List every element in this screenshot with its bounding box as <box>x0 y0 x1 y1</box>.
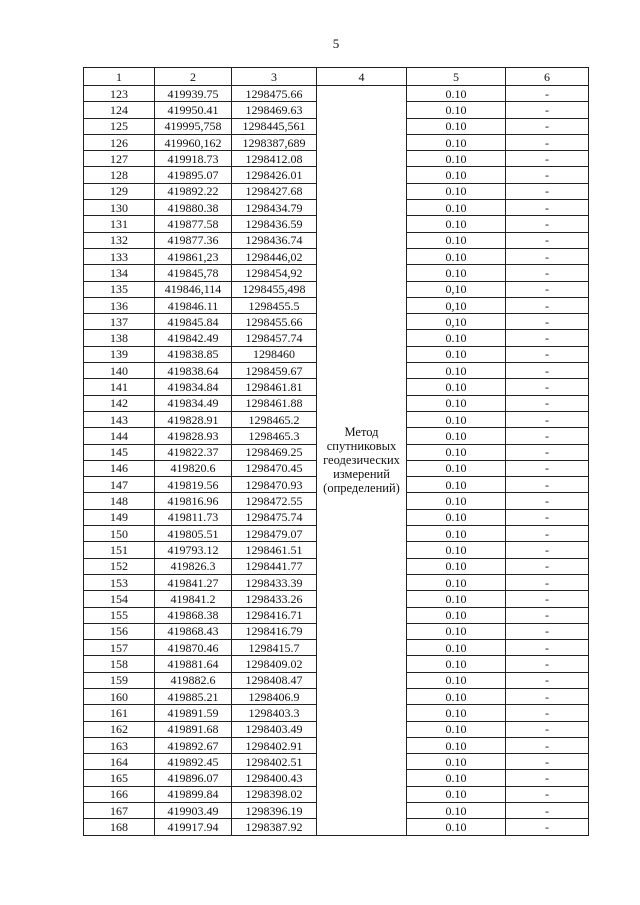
point-number-cell: 142 <box>84 395 155 411</box>
y-coordinate-cell: 1298387.92 <box>232 819 317 835</box>
note-cell: - <box>506 216 589 232</box>
point-number-cell: 155 <box>84 607 155 623</box>
x-coordinate-cell: 419885.21 <box>155 688 232 704</box>
y-coordinate-cell: 1298416.79 <box>232 623 317 639</box>
point-number-cell: 144 <box>84 428 155 444</box>
x-coordinate-cell: 419899.84 <box>155 786 232 802</box>
point-number-cell: 165 <box>84 770 155 786</box>
note-cell: - <box>506 134 589 150</box>
x-coordinate-cell: 419793.12 <box>155 542 232 558</box>
point-number-cell: 168 <box>84 819 155 835</box>
point-number-cell: 160 <box>84 688 155 704</box>
point-number-cell: 130 <box>84 200 155 216</box>
x-coordinate-cell: 419838.64 <box>155 363 232 379</box>
y-coordinate-cell: 1298461.81 <box>232 379 317 395</box>
precision-cell: 0.10 <box>407 688 506 704</box>
x-coordinate-cell: 419819.56 <box>155 477 232 493</box>
note-cell: - <box>506 558 589 574</box>
note-cell: - <box>506 770 589 786</box>
note-cell: - <box>506 672 589 688</box>
precision-cell: 0.10 <box>407 216 506 232</box>
column-header: 4 <box>317 68 407 86</box>
x-coordinate-cell: 419820.6 <box>155 460 232 476</box>
point-number-cell: 140 <box>84 363 155 379</box>
precision-cell: 0,10 <box>407 281 506 297</box>
point-number-cell: 123 <box>84 86 155 102</box>
precision-cell: 0.10 <box>407 411 506 427</box>
point-number-cell: 152 <box>84 558 155 574</box>
point-number-cell: 151 <box>84 542 155 558</box>
x-coordinate-cell: 419861,23 <box>155 248 232 264</box>
precision-cell: 0.10 <box>407 542 506 558</box>
point-number-cell: 164 <box>84 754 155 770</box>
y-coordinate-cell: 1298470.45 <box>232 460 317 476</box>
x-coordinate-cell: 419896.07 <box>155 770 232 786</box>
point-number-cell: 159 <box>84 672 155 688</box>
y-coordinate-cell: 1298400.43 <box>232 770 317 786</box>
x-coordinate-cell: 419917.94 <box>155 819 232 835</box>
y-coordinate-cell: 1298403.49 <box>232 721 317 737</box>
column-header: 2 <box>155 68 232 86</box>
x-coordinate-cell: 419822.37 <box>155 444 232 460</box>
y-coordinate-cell: 1298465.2 <box>232 411 317 427</box>
precision-cell: 0.10 <box>407 803 506 819</box>
note-cell: - <box>506 363 589 379</box>
point-number-cell: 131 <box>84 216 155 232</box>
point-number-cell: 125 <box>84 118 155 134</box>
point-number-cell: 129 <box>84 183 155 199</box>
method-cell <box>317 86 407 836</box>
x-coordinate-cell: 419882.6 <box>155 672 232 688</box>
note-cell: - <box>506 493 589 509</box>
y-coordinate-cell: 1298455.66 <box>232 314 317 330</box>
precision-cell: 0,10 <box>407 297 506 313</box>
y-coordinate-cell: 1298472.55 <box>232 493 317 509</box>
note-cell: - <box>506 591 589 607</box>
note-cell: - <box>506 346 589 362</box>
table-row <box>84 86 589 102</box>
x-coordinate-cell: 419805.51 <box>155 526 232 542</box>
note-cell: - <box>506 330 589 346</box>
y-coordinate-cell: 1298469.25 <box>232 444 317 460</box>
note-cell: - <box>506 183 589 199</box>
point-number-cell: 138 <box>84 330 155 346</box>
method-line: (определений) <box>323 481 400 496</box>
point-number-cell: 141 <box>84 379 155 395</box>
precision-cell: 0.10 <box>407 607 506 623</box>
note-cell: - <box>506 509 589 525</box>
precision-cell: 0.10 <box>407 460 506 476</box>
y-coordinate-cell: 1298426.01 <box>232 167 317 183</box>
y-coordinate-cell: 1298415.7 <box>232 640 317 656</box>
point-number-cell: 143 <box>84 411 155 427</box>
y-coordinate-cell: 1298433.26 <box>232 591 317 607</box>
x-coordinate-cell: 419868.38 <box>155 607 232 623</box>
method-line: Метод <box>344 425 379 440</box>
precision-cell: 0.10 <box>407 151 506 167</box>
method-line: спутниковых <box>326 439 397 454</box>
x-coordinate-cell: 419841.2 <box>155 591 232 607</box>
precision-cell: 0.10 <box>407 737 506 753</box>
precision-cell: 0.10 <box>407 591 506 607</box>
x-coordinate-cell: 419877.36 <box>155 232 232 248</box>
point-number-cell: 136 <box>84 297 155 313</box>
note-cell: - <box>506 248 589 264</box>
note-cell: - <box>506 118 589 134</box>
note-cell: - <box>506 737 589 753</box>
precision-cell: 0.10 <box>407 526 506 542</box>
precision-cell: 0.10 <box>407 183 506 199</box>
column-header: 1 <box>84 68 155 86</box>
table-header-row <box>84 68 589 86</box>
x-coordinate-cell: 419845.84 <box>155 314 232 330</box>
precision-cell: 0,10 <box>407 314 506 330</box>
x-coordinate-cell: 419838.85 <box>155 346 232 362</box>
precision-cell: 0.10 <box>407 477 506 493</box>
y-coordinate-cell: 1298455,498 <box>232 281 317 297</box>
x-coordinate-cell: 419826.3 <box>155 558 232 574</box>
coordinates-table <box>83 67 589 836</box>
precision-cell: 0.10 <box>407 265 506 281</box>
note-cell: - <box>506 297 589 313</box>
precision-cell: 0.10 <box>407 640 506 656</box>
x-coordinate-cell: 419960,162 <box>155 134 232 150</box>
precision-cell: 0.10 <box>407 754 506 770</box>
point-number-cell: 154 <box>84 591 155 607</box>
y-coordinate-cell: 1298406.9 <box>232 688 317 704</box>
point-number-cell: 166 <box>84 786 155 802</box>
note-cell: - <box>506 542 589 558</box>
y-coordinate-cell: 1298403.3 <box>232 705 317 721</box>
note-cell: - <box>506 688 589 704</box>
y-coordinate-cell: 1298454,92 <box>232 265 317 281</box>
point-number-cell: 153 <box>84 574 155 590</box>
column-header: 5 <box>407 68 506 86</box>
note-cell: - <box>506 428 589 444</box>
note-cell: - <box>506 200 589 216</box>
x-coordinate-cell: 419828.91 <box>155 411 232 427</box>
x-coordinate-cell: 419891.59 <box>155 705 232 721</box>
point-number-cell: 146 <box>84 460 155 476</box>
note-cell: - <box>506 379 589 395</box>
y-coordinate-cell: 1298436.74 <box>232 232 317 248</box>
x-coordinate-cell: 419816.96 <box>155 493 232 509</box>
y-coordinate-cell: 1298436.59 <box>232 216 317 232</box>
y-coordinate-cell: 1298396.19 <box>232 803 317 819</box>
x-coordinate-cell: 419868.43 <box>155 623 232 639</box>
note-cell: - <box>506 395 589 411</box>
x-coordinate-cell: 419834.84 <box>155 379 232 395</box>
point-number-cell: 156 <box>84 623 155 639</box>
x-coordinate-cell: 419995,758 <box>155 118 232 134</box>
precision-cell: 0.10 <box>407 86 506 102</box>
y-coordinate-cell: 1298433.39 <box>232 574 317 590</box>
precision-cell: 0.10 <box>407 167 506 183</box>
point-number-cell: 167 <box>84 803 155 819</box>
table-body <box>84 86 589 836</box>
precision-cell: 0.10 <box>407 330 506 346</box>
y-coordinate-cell: 1298441.77 <box>232 558 317 574</box>
x-coordinate-cell: 419950.41 <box>155 102 232 118</box>
precision-cell: 0.10 <box>407 770 506 786</box>
x-coordinate-cell: 419903.49 <box>155 803 232 819</box>
note-cell: - <box>506 705 589 721</box>
column-header: 3 <box>232 68 317 86</box>
x-coordinate-cell: 419895.07 <box>155 167 232 183</box>
y-coordinate-cell: 1298475.66 <box>232 86 317 102</box>
precision-cell: 0.10 <box>407 819 506 835</box>
y-coordinate-cell: 1298479.07 <box>232 526 317 542</box>
precision-cell: 0.10 <box>407 672 506 688</box>
note-cell: - <box>506 754 589 770</box>
x-coordinate-cell: 419892.67 <box>155 737 232 753</box>
point-number-cell: 147 <box>84 477 155 493</box>
precision-cell: 0.10 <box>407 623 506 639</box>
x-coordinate-cell: 419870.46 <box>155 640 232 656</box>
x-coordinate-cell: 419828.93 <box>155 428 232 444</box>
x-coordinate-cell: 419846.11 <box>155 297 232 313</box>
x-coordinate-cell: 419845,78 <box>155 265 232 281</box>
precision-cell: 0.10 <box>407 786 506 802</box>
precision-cell: 0.10 <box>407 558 506 574</box>
point-number-cell: 133 <box>84 248 155 264</box>
point-number-cell: 162 <box>84 721 155 737</box>
y-coordinate-cell: 1298469.63 <box>232 102 317 118</box>
point-number-cell: 127 <box>84 151 155 167</box>
note-cell: - <box>506 803 589 819</box>
precision-cell: 0.10 <box>407 656 506 672</box>
note-cell: - <box>506 232 589 248</box>
y-coordinate-cell: 1298465.3 <box>232 428 317 444</box>
note-cell: - <box>506 656 589 672</box>
note-cell: - <box>506 477 589 493</box>
x-coordinate-cell: 419811.73 <box>155 509 232 525</box>
precision-cell: 0.10 <box>407 574 506 590</box>
point-number-cell: 134 <box>84 265 155 281</box>
note-cell: - <box>506 574 589 590</box>
y-coordinate-cell: 1298461.51 <box>232 542 317 558</box>
precision-cell: 0.10 <box>407 444 506 460</box>
precision-cell: 0.10 <box>407 102 506 118</box>
note-cell: - <box>506 623 589 639</box>
precision-cell: 0.10 <box>407 248 506 264</box>
point-number-cell: 137 <box>84 314 155 330</box>
note-cell: - <box>506 721 589 737</box>
precision-cell: 0.10 <box>407 493 506 509</box>
y-coordinate-cell: 1298445,561 <box>232 118 317 134</box>
point-number-cell: 150 <box>84 526 155 542</box>
note-cell: - <box>506 281 589 297</box>
method-line: измерений <box>333 467 390 482</box>
y-coordinate-cell: 1298457.74 <box>232 330 317 346</box>
point-number-cell: 149 <box>84 509 155 525</box>
note-cell: - <box>506 102 589 118</box>
x-coordinate-cell: 419842.49 <box>155 330 232 346</box>
point-number-cell: 158 <box>84 656 155 672</box>
point-number-cell: 148 <box>84 493 155 509</box>
precision-cell: 0.10 <box>407 363 506 379</box>
precision-cell: 0.10 <box>407 379 506 395</box>
precision-cell: 0.10 <box>407 428 506 444</box>
y-coordinate-cell: 1298416.71 <box>232 607 317 623</box>
precision-cell: 0.10 <box>407 721 506 737</box>
y-coordinate-cell: 1298446,02 <box>232 248 317 264</box>
note-cell: - <box>506 607 589 623</box>
point-number-cell: 128 <box>84 167 155 183</box>
y-coordinate-cell: 1298427.68 <box>232 183 317 199</box>
note-cell: - <box>506 786 589 802</box>
point-number-cell: 161 <box>84 705 155 721</box>
x-coordinate-cell: 419846,114 <box>155 281 232 297</box>
y-coordinate-cell: 1298409.02 <box>232 656 317 672</box>
y-coordinate-cell: 1298398.02 <box>232 786 317 802</box>
note-cell: - <box>506 460 589 476</box>
note-cell: - <box>506 640 589 656</box>
precision-cell: 0.10 <box>407 509 506 525</box>
x-coordinate-cell: 419891.68 <box>155 721 232 737</box>
point-number-cell: 135 <box>84 281 155 297</box>
note-cell: - <box>506 526 589 542</box>
y-coordinate-cell: 1298402.91 <box>232 737 317 753</box>
x-coordinate-cell: 419892.45 <box>155 754 232 770</box>
x-coordinate-cell: 419880.38 <box>155 200 232 216</box>
method-line: геодезических <box>323 453 400 468</box>
y-coordinate-cell: 1298475.74 <box>232 509 317 525</box>
y-coordinate-cell: 1298412.08 <box>232 151 317 167</box>
precision-cell: 0.10 <box>407 705 506 721</box>
point-number-cell: 139 <box>84 346 155 362</box>
x-coordinate-cell: 419877.58 <box>155 216 232 232</box>
y-coordinate-cell: 1298470.93 <box>232 477 317 493</box>
x-coordinate-cell: 419881.64 <box>155 656 232 672</box>
precision-cell: 0.10 <box>407 395 506 411</box>
x-coordinate-cell: 419939.75 <box>155 86 232 102</box>
point-number-cell: 126 <box>84 134 155 150</box>
x-coordinate-cell: 419918.73 <box>155 151 232 167</box>
y-coordinate-cell: 1298434.79 <box>232 200 317 216</box>
note-cell: - <box>506 167 589 183</box>
precision-cell: 0.10 <box>407 134 506 150</box>
note-cell: - <box>506 819 589 835</box>
page-number: 5 <box>332 36 340 51</box>
note-cell: - <box>506 444 589 460</box>
point-number-cell: 132 <box>84 232 155 248</box>
column-header: 6 <box>506 68 589 86</box>
precision-cell: 0.10 <box>407 346 506 362</box>
point-number-cell: 145 <box>84 444 155 460</box>
point-number-cell: 157 <box>84 640 155 656</box>
point-number-cell: 124 <box>84 102 155 118</box>
precision-cell: 0.10 <box>407 200 506 216</box>
precision-cell: 0.10 <box>407 232 506 248</box>
note-cell: - <box>506 265 589 281</box>
x-coordinate-cell: 419841.27 <box>155 574 232 590</box>
y-coordinate-cell: 1298408.47 <box>232 672 317 688</box>
note-cell: - <box>506 411 589 427</box>
y-coordinate-cell: 1298460 <box>232 346 317 362</box>
y-coordinate-cell: 1298455.5 <box>232 297 317 313</box>
precision-cell: 0.10 <box>407 118 506 134</box>
y-coordinate-cell: 1298402.51 <box>232 754 317 770</box>
y-coordinate-cell: 1298461.88 <box>232 395 317 411</box>
x-coordinate-cell: 419834.49 <box>155 395 232 411</box>
x-coordinate-cell: 419892.22 <box>155 183 232 199</box>
y-coordinate-cell: 1298459.67 <box>232 363 317 379</box>
y-coordinate-cell: 1298387,689 <box>232 134 317 150</box>
note-cell: - <box>506 314 589 330</box>
note-cell: - <box>506 86 589 102</box>
point-number-cell: 163 <box>84 737 155 753</box>
note-cell: - <box>506 151 589 167</box>
